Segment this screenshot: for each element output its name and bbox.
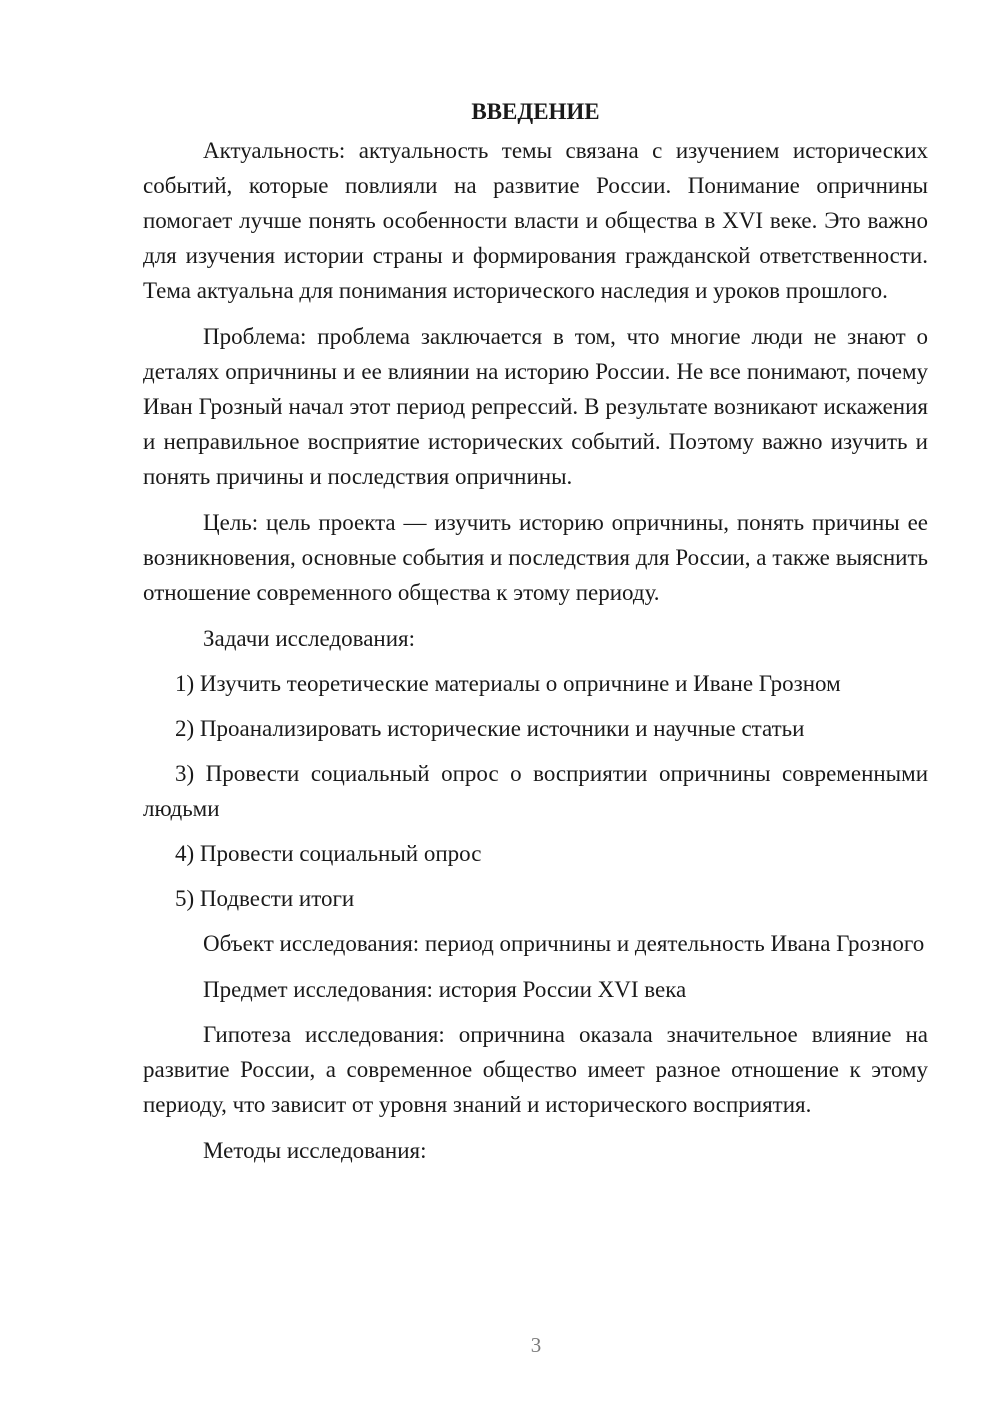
page-number: 3 [530, 1333, 542, 1357]
problem-paragraph: Проблема: проблема заключается в том, что многие люди не знают о деталях опричнины и ее влиянии на историю России. Не все понимают, почему Иван Грозный начал этот период репрессий. В результате возникают искажения и неправильное восприятие исторических событий. Поэтому важно изучить и понять причины и последствия опричнины. [143, 324, 928, 489]
page-title: ВВЕДЕНИЕ [471, 99, 600, 124]
subject-paragraph: Предмет исследования: история России XVI века [203, 977, 687, 1002]
tasks-title: Задачи исследования: [203, 626, 416, 651]
goal-paragraph: Цель: цель проекта — изучить историю опричнины, понять причины ее возникновения, основные события и последствия для России, а также выяснить отношение современного общества к этому периоду. [143, 510, 928, 605]
task-item-3: 3) Провести социальный опрос о восприятии опричнины современными людьми [143, 761, 928, 821]
hypothesis-paragraph: Гипотеза исследования: опричнина оказала значительное влияние на развитие России, а современное общество имеет разное отношение к этому периоду, что зависит от уровня знаний и исторического восприятия. [143, 1022, 928, 1117]
page-body [143, 94, 928, 1178]
relevance-paragraph: Актуальность: актуальность темы связана с изучением исторических событий, которые повлияли на развитие России. Понимание опричнины помогает лучше понять особенности власти и общества в XVI веке. Это важно для изучения истории страны и формирования гражданской ответственности. Тема актуальна для понимания исторического наследия и уроков прошлого. [143, 138, 928, 303]
task-item-4: 4) Провести социальный опрос [175, 841, 482, 866]
task-item-5: 5) Подвести итоги [175, 886, 355, 911]
task-item-2: 2) Проанализировать исторические источники и научные статьи [175, 716, 805, 741]
methods-title: Методы исследования: [203, 1138, 427, 1163]
task-item-1: 1) Изучить теоретические материалы о опричнине и Иване Грозном [175, 671, 841, 696]
object-paragraph: Объект исследования: период опричнины и деятельность Ивана Грозного [203, 931, 925, 956]
